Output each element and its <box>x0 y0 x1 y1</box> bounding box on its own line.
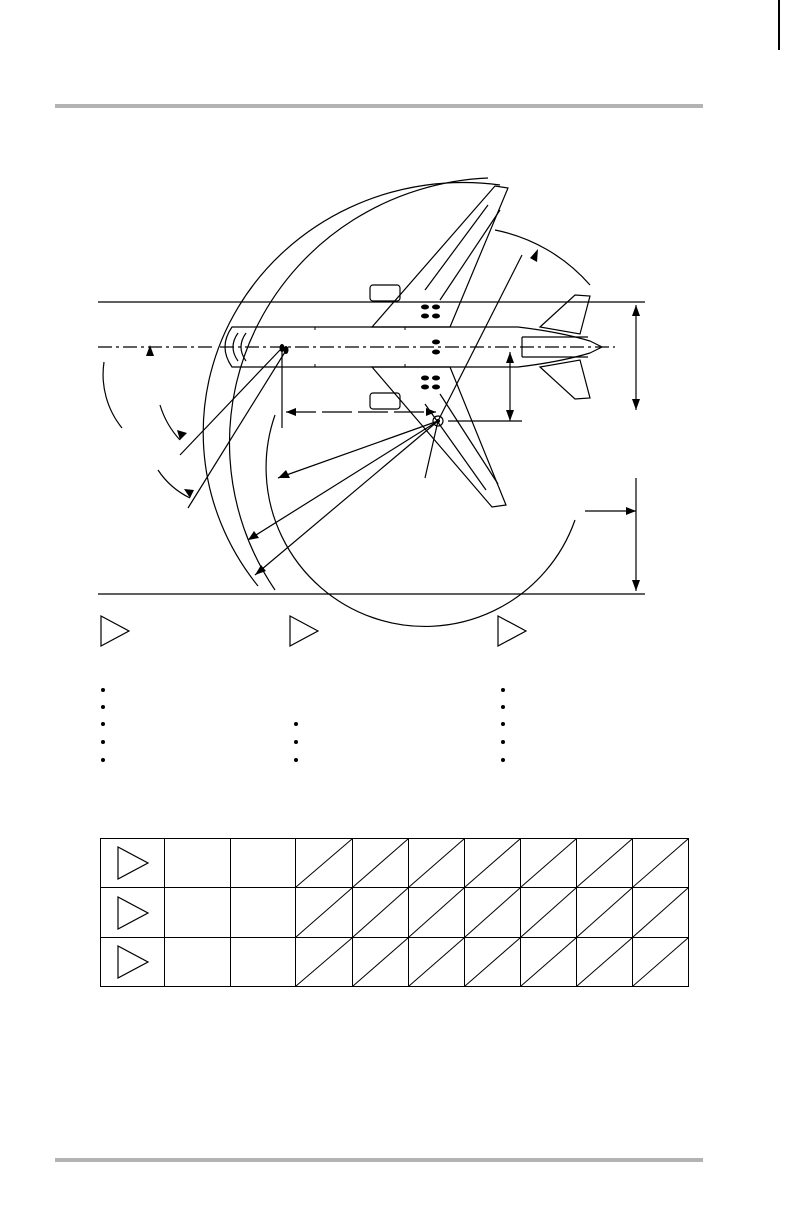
arrowhead <box>530 249 538 262</box>
pivot-point <box>436 419 440 423</box>
arrowhead <box>632 580 640 591</box>
upper-stabilizer <box>540 295 590 334</box>
row-marker-3-icon <box>118 946 148 978</box>
list-item <box>501 740 505 744</box>
row-marker-2-icon <box>118 897 148 929</box>
main-gear-wheel <box>432 305 440 310</box>
lower-stabilizer <box>540 360 590 399</box>
list-item <box>101 758 105 762</box>
center-gear-wheel <box>432 340 440 345</box>
list-item <box>294 740 298 744</box>
arrowhead <box>286 408 296 416</box>
legend-marker-2-icon <box>289 615 319 647</box>
arrowhead <box>632 399 640 410</box>
list-item <box>501 688 505 692</box>
list-item <box>294 722 298 726</box>
nose-turn-arc <box>229 178 488 590</box>
list-item <box>101 688 105 692</box>
main-gear-wheel <box>432 314 440 319</box>
main-gear-wheel <box>421 314 429 319</box>
main-gear-wheel <box>421 376 429 381</box>
upper-wing <box>372 186 508 327</box>
list-item <box>501 705 505 709</box>
arrowhead <box>632 305 640 316</box>
lower-wing-flap-line <box>425 404 486 490</box>
arrowhead <box>426 408 436 416</box>
main-gear-wheel <box>421 305 429 310</box>
center-gear-wheel <box>432 350 440 355</box>
list-item <box>101 740 105 744</box>
list-item <box>501 758 505 762</box>
list-item <box>294 758 298 762</box>
inner-turn-arc <box>266 415 575 626</box>
lower-wing-spoiler-line <box>440 394 498 484</box>
arrowhead <box>248 531 259 540</box>
main-gear-wheel <box>432 376 440 381</box>
list-item <box>501 722 505 726</box>
arrowhead <box>626 507 636 515</box>
list-item <box>101 705 105 709</box>
main-gear-wheel <box>432 385 440 390</box>
data-table <box>100 838 690 988</box>
main-gear-wheel <box>421 385 429 390</box>
radius-leader-1 <box>278 421 438 478</box>
footer-rule <box>55 1158 703 1162</box>
arrowhead <box>506 410 514 421</box>
legend-marker-1-icon <box>100 615 130 647</box>
list-item <box>101 722 105 726</box>
radius-leader-2 <box>248 421 438 540</box>
tail-turn-arc <box>495 230 590 285</box>
steering-angle-arc-3 <box>158 470 190 498</box>
upper-engine <box>370 285 400 301</box>
steering-angle-arc-2 <box>160 405 180 440</box>
arrowhead <box>506 352 514 363</box>
radius-leader-3 <box>255 421 438 575</box>
table-border <box>101 839 689 987</box>
upper-wing-flap-line <box>425 205 488 290</box>
nose-gear-wheel <box>284 346 289 354</box>
row-marker-1-icon <box>118 847 148 879</box>
steering-angle-arc-1 <box>103 362 122 428</box>
lower-engine <box>370 393 400 409</box>
legend-marker-3-icon <box>497 615 527 647</box>
arrowhead <box>184 489 194 498</box>
upper-wing-spoiler-line <box>440 210 500 300</box>
